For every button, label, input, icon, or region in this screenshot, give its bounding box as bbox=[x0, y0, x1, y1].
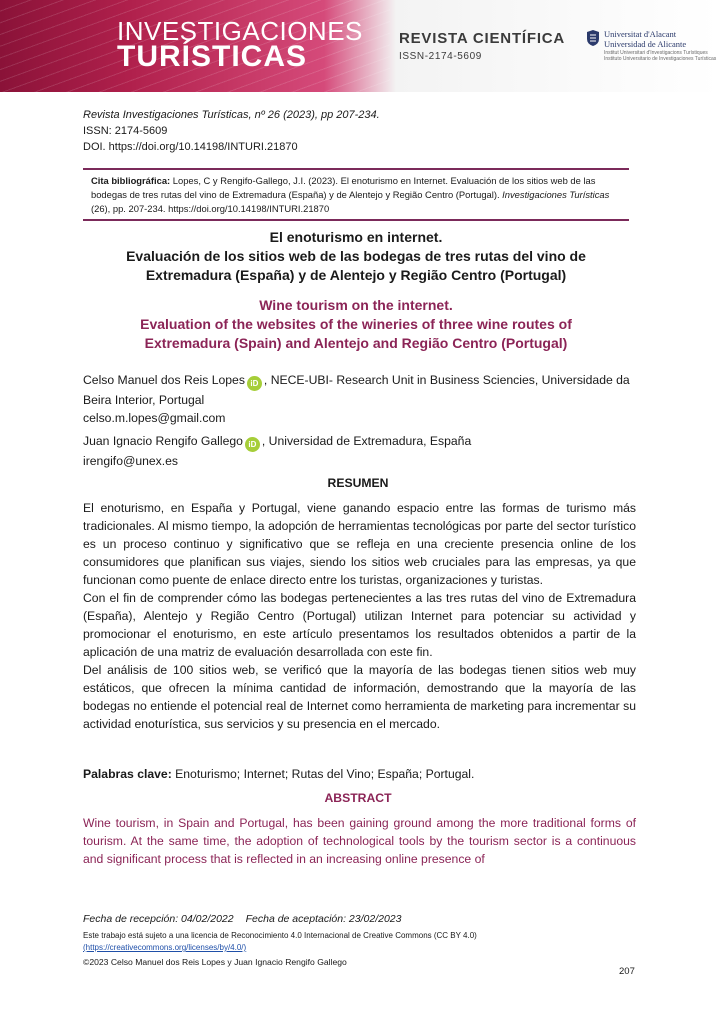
author-name: Juan Ignacio Rengifo Gallego bbox=[83, 434, 243, 448]
title-es-line2: Evaluación de los sitios web de las bodegas de tres rutas del vino de bbox=[126, 248, 586, 264]
orcid-icon[interactable]: iD bbox=[245, 437, 260, 452]
orcid-icon[interactable]: iD bbox=[247, 376, 262, 391]
journal-banner bbox=[0, 0, 720, 92]
header-issn: ISSN-2174-5609 bbox=[399, 51, 482, 62]
journal-issn: ISSN: 2174-5609 bbox=[83, 125, 168, 137]
title-es-line3: Extremadura (España) y de Alentejo y Região Centro (Portugal) bbox=[145, 267, 567, 283]
article-dates bbox=[83, 913, 413, 925]
copyright: ©2023 Celso Manuel dos Reis Lopes y Juan Ignacio Rengifo Gallego bbox=[83, 957, 347, 967]
citation-label: Cita bibliográfica: bbox=[91, 175, 171, 186]
received-date: Fecha de recepción: 04/02/2022 bbox=[83, 913, 234, 925]
resumen-paragraph-2: Con el fin de comprender cómo las bodegas pertenecientes a las tres rutas del vino de Extremadura (España), Alentejo y Região Centro (Portugal) utilizan Internet para potenciar su actividad y promocionar el enoturismo, en este artículo presentamos los resultados obtenidos a partir de la aplicación de una matriz de evaluación desarrollada con este fin. bbox=[83, 591, 636, 659]
author-name: Celso Manuel dos Reis Lopes bbox=[83, 373, 245, 387]
keywords-label: Palabras clave: bbox=[83, 767, 172, 781]
author-block-1 bbox=[83, 371, 633, 427]
journal-reference: Revista Investigaciones Turísticas, nº 26 (2023), pp 207-234. bbox=[83, 109, 380, 121]
license-text: Este trabajo está sujeto a una licencia de Reconocimiento 4.0 Internacional de Creative Commons (CC BY 4.0) bbox=[83, 931, 477, 940]
title-en-line1: Wine tourism on the internet. bbox=[259, 297, 453, 313]
author-email[interactable]: celso.m.lopes@gmail.com bbox=[83, 411, 226, 425]
author-block-2 bbox=[83, 432, 633, 470]
citation-text-2: (26), pp. 207-234. https://doi.org/10.14198/INTURI.21870 bbox=[91, 203, 330, 214]
abstract-body: Wine tourism, in Spain and Portugal, has been gaining ground among the more traditional forms of tourism. At the same time, the adoption of technological tools by the tourism sector is a continuous and significant process that is reflected in an increasing online presence of bbox=[83, 816, 636, 866]
article-title-english bbox=[83, 296, 629, 353]
accepted-date: Fecha de aceptación: 23/02/2023 bbox=[245, 913, 402, 925]
citation-box bbox=[83, 168, 629, 221]
journal-meta bbox=[83, 107, 380, 155]
title-en-line2: Evaluation of the websites of the wineries of three wine routes of bbox=[140, 316, 572, 332]
citation-text-1: Lopes, C y Rengifo-Gallego, J.I. (2023). El enoturismo en Internet. Evaluación de los sitios web de las bodegas de tres rutas del vino de Extremadura (España) y de Alentejo y Região Centro (Portugal). bbox=[91, 175, 596, 200]
keywords-text: Enoturismo; Internet; Rutas del Vino; España; Portugal. bbox=[171, 767, 475, 781]
journal-logo-line2: TURÍSTICAS bbox=[117, 40, 307, 73]
author-affiliation: , NECE-UBI- Research Unit in Business Sciencies, Universidade da Beira Interior, Portugal bbox=[83, 373, 630, 407]
journal-doi[interactable]: DOI. https://doi.org/10.14198/INTURI.21870 bbox=[83, 141, 298, 153]
resumen-body bbox=[83, 499, 636, 733]
title-en-line3: Extremadura (Spain) and Alentejo and Região Centro (Portugal) bbox=[144, 335, 568, 351]
license-notice bbox=[83, 930, 477, 954]
resumen-paragraph-1: El enoturismo, en España y Portugal, viene ganando espacio entre las formas de turismo más tradicionales. Al mismo tiempo, la adopción de herramientas tecnológicas por parte del sector turístico es un proceso continuo y significativo que se refleja en una creciente presencia online de los consumidores que planifican sus viajes, siendo los sitios web cruciales para las empresas, ya que funcionan como puente de enlace directo entre los turistas, organizaciones y turistas. bbox=[83, 501, 636, 587]
revista-label: REVISTA CIENTÍFICA bbox=[399, 30, 566, 47]
university-logo-icon bbox=[586, 30, 600, 46]
author-email[interactable]: irengifo@unex.es bbox=[83, 454, 179, 468]
journal-logo-line1: INVESTIGACIONES bbox=[117, 16, 363, 46]
keywords bbox=[83, 765, 636, 783]
license-link[interactable]: (https://creativecommons.org/licenses/by/4.0/) bbox=[83, 943, 247, 952]
university-name-spanish: Universidad de Alicante bbox=[604, 39, 687, 49]
resumen-heading: RESUMEN bbox=[327, 476, 389, 490]
institute-name-valencian: Institut Universitari d'Investigacions Turístiques bbox=[604, 50, 708, 56]
resumen-paragraph-3: Del análisis de 100 sitios web, se verificó que la mayoría de las bodegas tienen sitios web muy estáticos, que ofrecen la mínima cantidad de información, demostrando que la mayoría de las bodegas no entiende el potencial real de Internet como herramienta de marketing para incrementar su actividad enoturística, sus servicios y su presencia en el mercado. bbox=[83, 663, 636, 731]
university-name-valencian: Universitat d'Alacant bbox=[604, 29, 677, 39]
title-es-line1: El enoturismo en internet. bbox=[269, 229, 443, 245]
article-title-spanish bbox=[83, 228, 629, 285]
author-affiliation: , Universidad de Extremadura, España bbox=[261, 434, 472, 448]
citation-journal: Investigaciones Turísticas bbox=[502, 189, 610, 200]
page-number: 207 bbox=[619, 966, 635, 977]
abstract-heading: ABSTRACT bbox=[324, 791, 392, 805]
institute-name-spanish: Instituto Universitario de Investigaciones Turísticas bbox=[604, 56, 717, 62]
